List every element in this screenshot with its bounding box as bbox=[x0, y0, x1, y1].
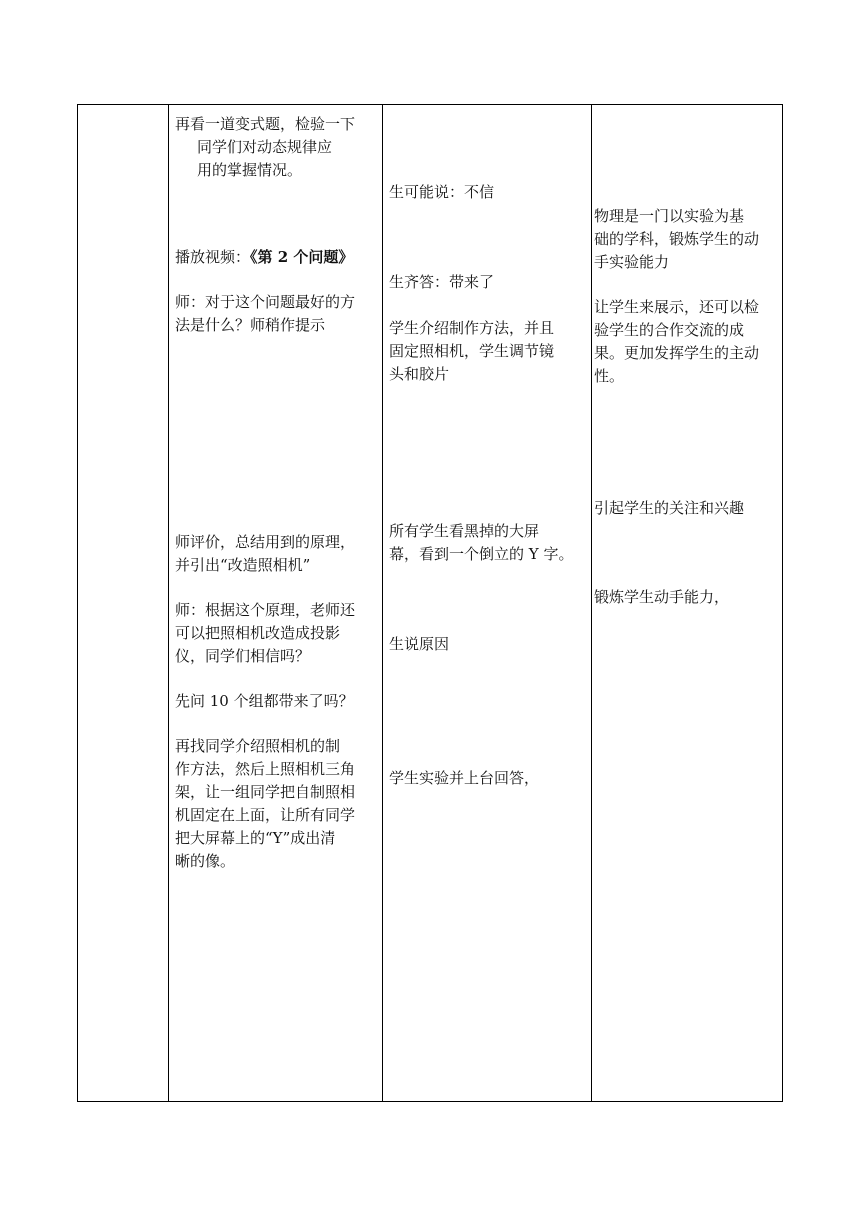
student-text-line: 生可能说：不信 bbox=[389, 183, 495, 201]
student-text-line: 生说原因 bbox=[389, 635, 450, 653]
teacher-text-line: 架，让一组同学把自制照相 bbox=[175, 783, 356, 801]
intent-text-line: 验学生的合作交流的成 bbox=[594, 321, 745, 339]
video-line bbox=[175, 246, 353, 268]
teacher-text-line: 并引出“改造照相机” bbox=[175, 556, 311, 574]
teacher-text-line: 法是什么？师稍作提示 bbox=[175, 316, 326, 334]
teacher-text-line: 仪，同学们相信吗？ bbox=[175, 647, 311, 665]
teacher-text-line: 再看一道变式题，检验一下 bbox=[175, 115, 356, 133]
student-text-line: 固定照相机，学生调节镜 bbox=[389, 342, 555, 360]
intent-text-line: 锻炼学生动手能力， bbox=[594, 588, 730, 606]
column-divider-3 bbox=[591, 104, 592, 1102]
teacher-text-line: 用的掌握情况。 bbox=[197, 161, 303, 179]
teacher-text-line: 师：对于这个问题最好的方 bbox=[175, 293, 356, 311]
student-text-line: 头和胶片 bbox=[389, 365, 450, 383]
teacher-text-line: 作方法，然后上照相机三角 bbox=[175, 760, 356, 778]
student-text-line: 生齐答：带来了 bbox=[389, 273, 495, 291]
teacher-text-line: 先问 10 个组都带来了吗？ bbox=[175, 692, 354, 710]
student-text-line: 所有学生看黑掉的大屏 bbox=[389, 522, 540, 540]
intent-text-line: 让学生来展示，还可以检 bbox=[594, 298, 760, 316]
student-text-line: 学生实验并上台回答， bbox=[389, 769, 540, 787]
column-divider-1 bbox=[168, 104, 169, 1102]
teacher-text-line: 师：根据这个原理，老师还 bbox=[175, 601, 356, 619]
teacher-text-line: 晰的像。 bbox=[175, 852, 236, 870]
video-title: 《第 2 个问题》 bbox=[250, 248, 354, 266]
teacher-text-line: 同学们对动态规律应 bbox=[197, 138, 333, 156]
teacher-text-line: 再找同学介绍照相机的制 bbox=[175, 737, 341, 755]
intent-text-line: 手实验能力 bbox=[594, 253, 670, 271]
teacher-text-line: 把大屏幕上的“Y”成出清 bbox=[175, 829, 336, 847]
teacher-text-line: 可以把照相机改造成投影 bbox=[175, 624, 341, 642]
intent-text-line: 果。更加发挥学生的主动 bbox=[594, 344, 760, 362]
intent-text-line: 性。 bbox=[594, 367, 625, 385]
video-label: 播放视频： bbox=[175, 248, 251, 266]
student-text-line: 学生介绍制作方法，并且 bbox=[389, 319, 555, 337]
column-divider-2 bbox=[382, 104, 383, 1102]
intent-text-line: 引起学生的关注和兴趣 bbox=[594, 499, 745, 517]
teacher-text-line: 机固定在上面，让所有同学 bbox=[175, 806, 356, 824]
student-text-line: 幕，看到一个倒立的 Y 字。 bbox=[389, 545, 574, 563]
intent-text-line: 物理是一门以实验为基 bbox=[594, 207, 745, 225]
intent-text-line: 础的学科，锻炼学生的动 bbox=[594, 230, 760, 248]
teacher-text-line: 师评价，总结用到的原理， bbox=[175, 533, 356, 551]
